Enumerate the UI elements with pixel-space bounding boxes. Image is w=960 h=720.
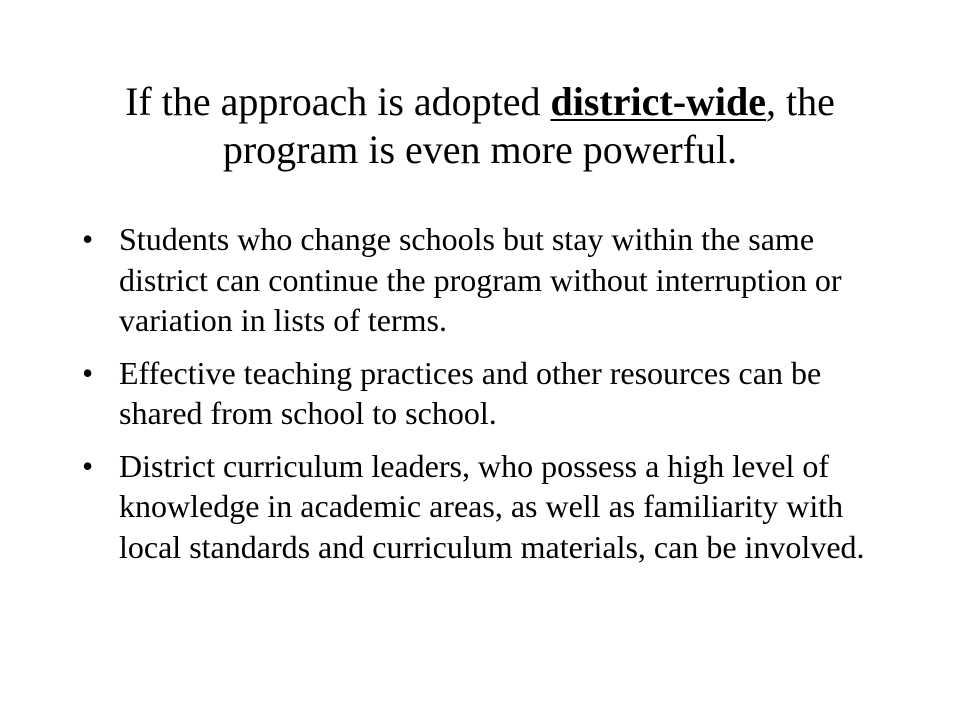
bullet-dot-icon: • <box>82 447 94 484</box>
bullet-text: Effective teaching practices and other resources can be shared from school to school. <box>119 354 822 431</box>
bullet-text: Students who change schools but stay within the same district can continue the program without interruption or variation in lists of terms. <box>119 221 842 338</box>
bullet-text: District curriculum leaders, who possess a high level of knowledge in academic areas, as well as familiarity with local standards and curriculum materials, can be involved. <box>119 447 865 565</box>
title-emphasis: district-wide <box>550 79 767 124</box>
bullet-item <box>82 446 882 568</box>
title-text-start: If the approach is adopted <box>125 79 551 124</box>
bullet-dot-icon: • <box>82 354 94 391</box>
bullet-dot-icon: • <box>82 221 94 257</box>
bullet-item <box>82 219 882 341</box>
slide-title <box>60 78 900 174</box>
bullet-item <box>82 353 882 434</box>
bullet-list <box>82 219 882 579</box>
title-text-end: , the program is even more powerful. <box>222 79 835 172</box>
